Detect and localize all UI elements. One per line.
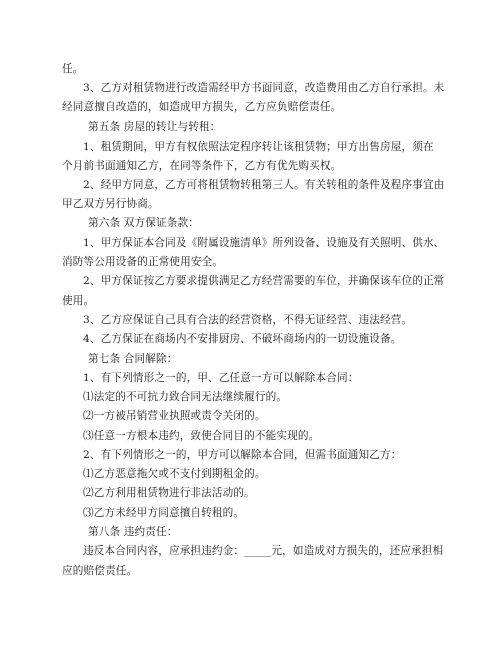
text-line: 使用。 (62, 295, 95, 307)
text-line: 3、乙方应保证自己具有合法的经营资格，不得无证经营、违法经营。 (83, 314, 413, 326)
section-heading: 第六条 双方保证条款： (88, 217, 199, 229)
text-line: 个月前书面通知乙方，在同等条件下，乙方有优先购买权。 (62, 160, 342, 172)
text-line: ⑶乙方未经甲方同意擅自转租的。 (83, 507, 245, 519)
text-line: 应的赔偿责任。 (62, 565, 138, 577)
text-line: 2、甲方保证按乙方要求提供满足乙方经营需要的车位，并确保该车位的正常 (83, 275, 445, 287)
text-line: 2、经甲方同意，乙方可将租赁物转租第三人。有关转租的条件及程序事宜由 (83, 179, 445, 191)
text-line: 经同意擅自改造的，如造成甲方损失，乙方应负赔偿责任。 (62, 101, 342, 113)
text-line: ⑵一方被吊销营业执照或责令关闭的。 (83, 410, 266, 422)
text-line: 3、乙方对租赁物进行改造需经甲方书面同意，改造费用由乙方自行承担。未 (83, 82, 445, 94)
text-line: ⑶任意一方根本违约，致使合同目的不能实现的。 (83, 430, 320, 442)
text-line: 违反本合同内容，应承担违约金：_____元，如造成对方损失的，还应承担相 (83, 545, 444, 557)
text-line: 1、甲方保证本合同及《附属设施清单》所列设备、设施及有关照明、供水、 (83, 237, 445, 249)
section-heading: 第八条 违约责任： (88, 526, 178, 538)
text-line: 任。 (62, 63, 84, 75)
text-line: ⑵乙方利用租赁物进行非法活动的。 (83, 487, 255, 499)
text-line: 1、有下列情形之一的，甲、乙任意一方可以解除本合同： (83, 372, 359, 384)
text-line: 甲乙双方另行协商。 (62, 198, 159, 210)
text-line: ⑴法定的不可抗力致合同无法继续履行的。 (83, 391, 288, 403)
text-line: ⑴乙方恶意拖欠或不支付到期租金的。 (83, 468, 266, 480)
text-line: 4、乙方保证在商场内不安排厨房、不破坏商场内的一切设施设备。 (83, 333, 402, 345)
section-heading: 第七条 合同解除： (88, 353, 178, 365)
text-line: 1、租赁期间，甲方有权依照法定程序转让该租赁物；甲方出售房屋，须在 (83, 141, 434, 153)
text-line: 2、有下列情形之一的，甲方可以解除本合同，但需书面通知乙方： (83, 449, 402, 461)
section-heading: 第五条 房屋的转让与转租： (88, 121, 221, 133)
text-line: 消防等公用设备的正常使用安全。 (62, 256, 224, 268)
